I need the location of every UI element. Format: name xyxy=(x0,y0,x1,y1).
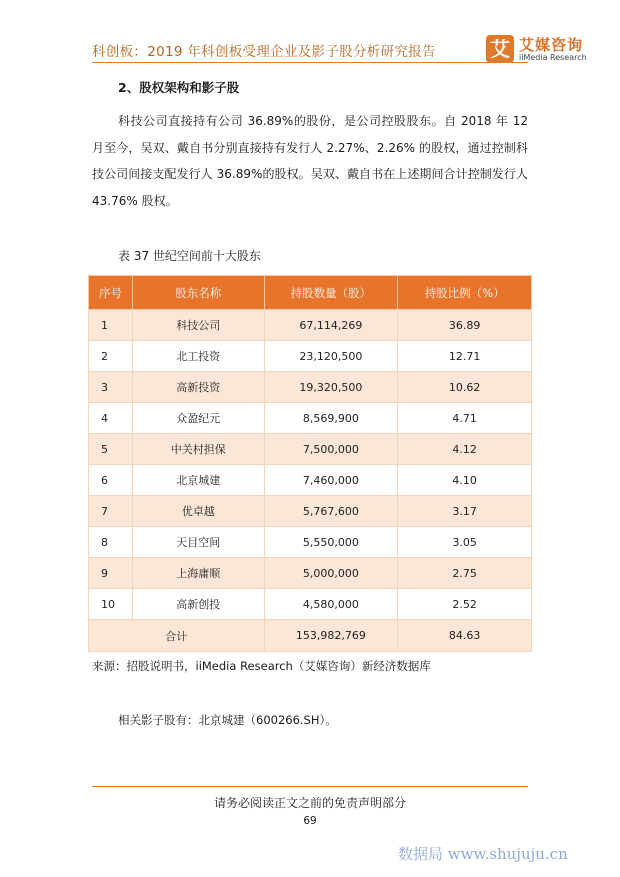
cell-share-ratio: 36.89 xyxy=(398,310,532,341)
table-row xyxy=(89,589,532,620)
cell-share-ratio: 2.75 xyxy=(398,558,532,589)
cell-share-ratio: 4.12 xyxy=(398,434,532,465)
cell-share-ratio: 3.05 xyxy=(398,527,532,558)
cell-index: 7 xyxy=(89,496,133,527)
cell-share-count: 7,500,000 xyxy=(264,434,398,465)
total-share-count: 153,982,769 xyxy=(264,620,398,652)
cell-index: 2 xyxy=(89,341,133,372)
cell-share-ratio: 4.71 xyxy=(398,403,532,434)
total-label: 合计 xyxy=(89,620,265,652)
cell-share-count: 5,550,000 xyxy=(264,527,398,558)
cell-shareholder-name: 科技公司 xyxy=(132,310,264,341)
cell-index: 3 xyxy=(89,372,133,403)
table-row xyxy=(89,341,532,372)
cell-index: 4 xyxy=(89,403,133,434)
total-share-ratio: 84.63 xyxy=(398,620,532,652)
cell-index: 1 xyxy=(89,310,133,341)
cell-share-count: 67,114,269 xyxy=(264,310,398,341)
section-heading: 2、股权架构和影子股 xyxy=(118,80,240,95)
cell-share-count: 4,580,000 xyxy=(264,589,398,620)
cell-share-ratio: 12.71 xyxy=(398,341,532,372)
cell-index: 8 xyxy=(89,527,133,558)
related-shadow-stock: 相关影子股有：北京城建（600266.SH）。 xyxy=(118,713,337,727)
cell-share-count: 23,120,500 xyxy=(264,341,398,372)
cell-index: 5 xyxy=(89,434,133,465)
table-row xyxy=(89,403,532,434)
logo-mark-icon: 艾 xyxy=(486,35,514,63)
table-row xyxy=(89,310,532,341)
page-number: 69 xyxy=(303,815,317,827)
cell-shareholder-name: 高新创投 xyxy=(132,589,264,620)
cell-share-count: 19,320,500 xyxy=(264,372,398,403)
header-divider xyxy=(92,62,528,63)
cell-share-count: 5,000,000 xyxy=(264,558,398,589)
cell-shareholder-name: 上海庸顺 xyxy=(132,558,264,589)
cell-share-ratio: 10.62 xyxy=(398,372,532,403)
cell-share-ratio: 2.52 xyxy=(398,589,532,620)
table-row xyxy=(89,465,532,496)
report-header-title: 科创板：2019 年科创板受理企业及影子股分析研究报告 xyxy=(92,44,436,60)
cell-shareholder-name: 高新投资 xyxy=(132,372,264,403)
logo-english-name: iiMedia Research xyxy=(519,53,587,62)
cell-index: 6 xyxy=(89,465,133,496)
header-share-count: 持股数量（股） xyxy=(264,276,398,310)
cell-index: 10 xyxy=(89,589,133,620)
header-shareholder-name: 股东名称 xyxy=(132,276,264,310)
disclaimer-notice: 请务必阅读正文之前的免责声明部分 xyxy=(213,796,406,810)
body-paragraph: 科技公司直接持有公司 36.89%的股份，是公司控股股东。自 2018 年 12 月至今，吴双、戴自书分别直接持有发行人 2.27%、2.26% 的股权，通过控制科技公司间接支配发行人 36.89%的股权。吴双、戴自书在上述期间合计控制发行人 43.76% 股权。 xyxy=(92,114,528,208)
cell-shareholder-name: 中关村担保 xyxy=(132,434,264,465)
cell-share-count: 7,460,000 xyxy=(264,465,398,496)
cell-share-ratio: 3.17 xyxy=(398,496,532,527)
cell-shareholder-name: 天目空间 xyxy=(132,527,264,558)
table-row xyxy=(89,558,532,589)
table-caption: 表 37 世纪空间前十大股东 xyxy=(118,249,261,263)
cell-shareholder-name: 北京城建 xyxy=(132,465,264,496)
table-header-row xyxy=(89,276,532,310)
cell-shareholder-name: 优卓越 xyxy=(132,496,264,527)
cell-share-count: 5,767,600 xyxy=(264,496,398,527)
cell-shareholder-name: 众盈纪元 xyxy=(132,403,264,434)
table-row xyxy=(89,372,532,403)
table-row xyxy=(89,496,532,527)
cell-share-ratio: 4.10 xyxy=(398,465,532,496)
table-row xyxy=(89,434,532,465)
cell-share-count: 8,569,900 xyxy=(264,403,398,434)
table-total-row xyxy=(89,620,532,652)
header-share-ratio: 持股比例（%） xyxy=(398,276,532,310)
source-note: 来源：招股说明书，iiMedia Research（艾媒咨询）新经济数据库 xyxy=(92,659,431,673)
cell-index: 9 xyxy=(89,558,133,589)
header-index: 序号 xyxy=(89,276,133,310)
footer-divider xyxy=(92,786,528,787)
logo-chinese-name: 艾媒咨询 xyxy=(519,36,584,54)
table-row xyxy=(89,527,532,558)
watermark: 数据局 www.shujuju.cn xyxy=(398,845,568,863)
cell-shareholder-name: 北工投资 xyxy=(132,341,264,372)
top-shareholders-table xyxy=(88,275,532,652)
